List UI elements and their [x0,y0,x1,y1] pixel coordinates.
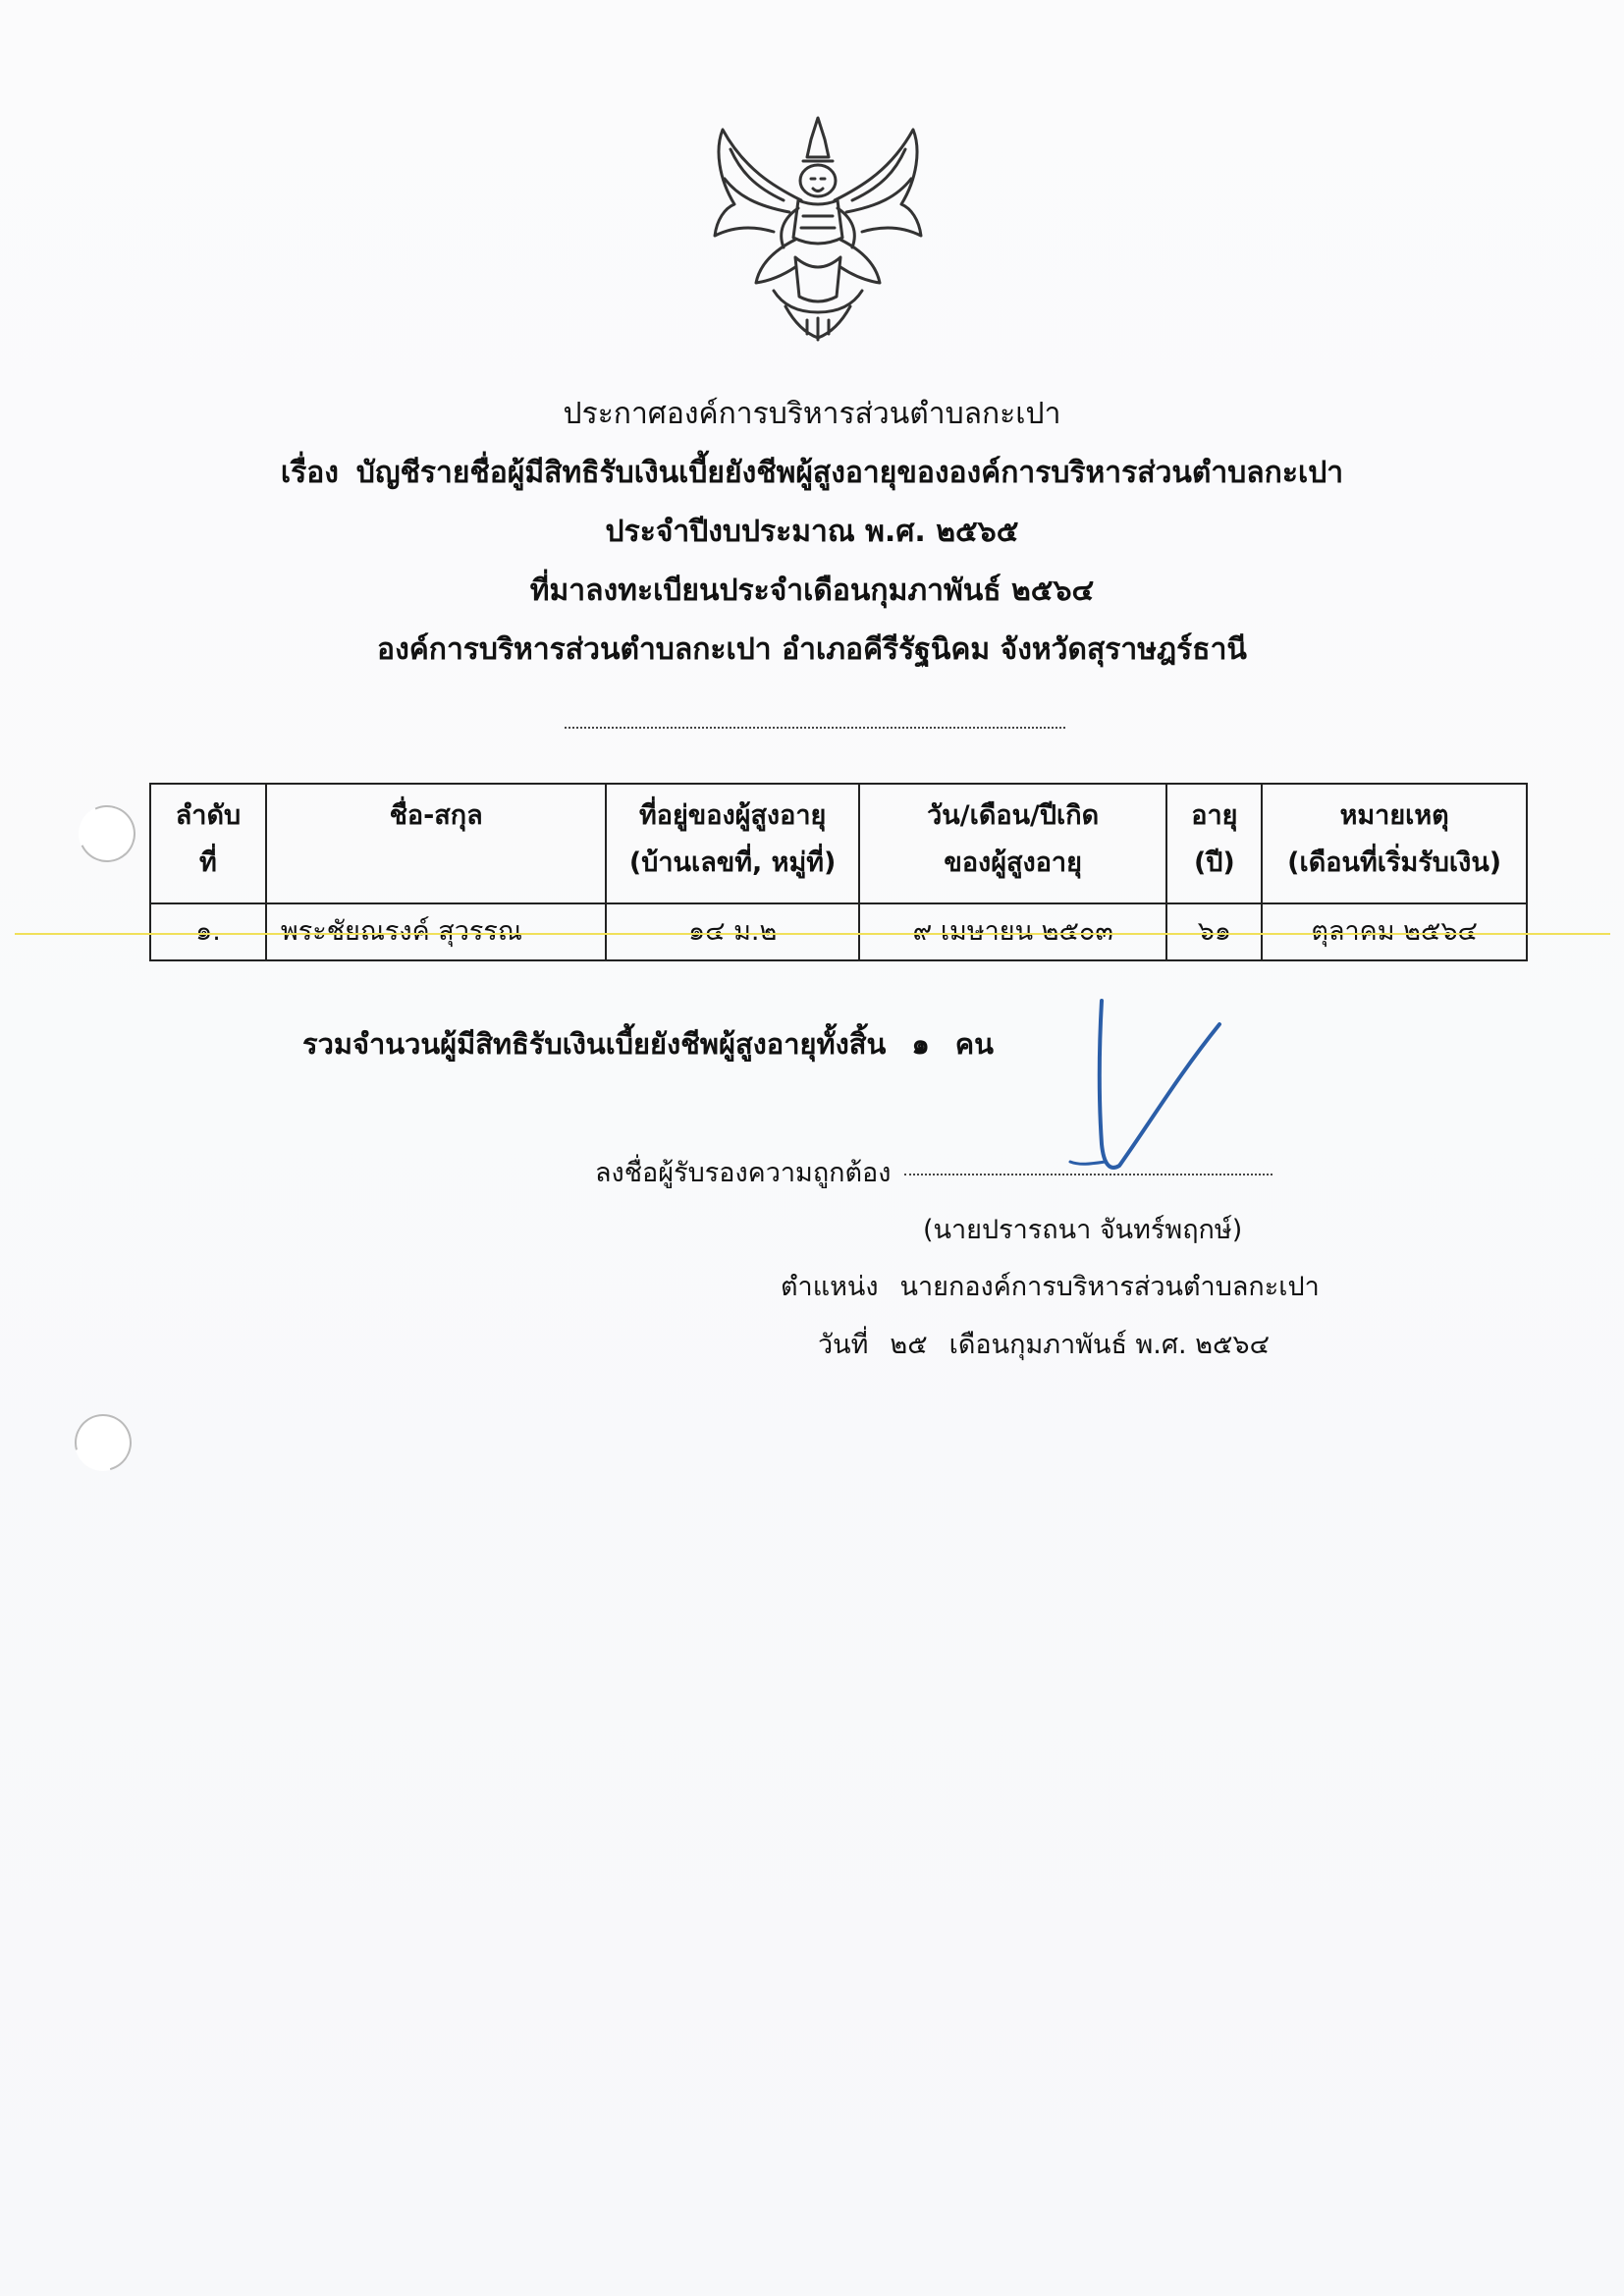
signature-dotted-line [904,1174,1272,1175]
cell-name: พระชัยณรงค์ สุวรรณ [266,903,606,960]
total-unit: คน [954,1027,994,1061]
announcement-heading [0,385,1624,680]
column-header-no: ลำดับ ที่ [150,784,266,903]
highlighter-line [15,933,1610,935]
total-count: ๑ [911,1027,930,1061]
position-label: ตำแหน่ง [781,1272,879,1302]
fiscal-year-line: ประจำปีงบประมาณ พ.ศ. ๒๕๖๕ [605,515,1019,549]
dotted-separator [565,727,1065,729]
certify-label: ลงชื่อผู้รับรองความถูกต้อง [595,1158,892,1188]
subject-text: บัญชีรายชื่อผู้มีสิทธิรับเงินเบี้ยยังชีพผู้สูงอายุขององค์การบริหารส่วนตำบลกะเปา [355,456,1344,490]
certify-line [595,1151,1272,1193]
garuda-emblem-icon [705,110,931,346]
registration-month-line: ที่มาลงทะเบียนประจำเดือนกุมภาพันธ์ ๒๕๖๔ [529,574,1095,608]
total-summary [302,1021,1019,1066]
organization-line: องค์การบริหารส่วนตำบลกะเปา อำเภอคีรีรัฐนิคม จังหวัดสุราษฎร์ธานี [377,632,1247,667]
sign-date-line [818,1323,1291,1365]
announcement-title: ประกาศองค์การบริหารส่วนตำบลกะเปา [563,397,1061,431]
position-value: นายกองค์การบริหารส่วนตำบลกะเปา [899,1272,1320,1302]
table-row [150,903,1527,960]
column-header-age: อายุ (ปี) [1166,784,1262,903]
column-header-address: ที่อยู่ของผู้สูงอายุ (บ้านเลขที่, หมู่ที่) [606,784,859,903]
announcement-subject [0,444,1624,503]
table-header-row [150,784,1527,903]
cell-address: ๑๔ ม.๒ [606,903,859,960]
signer-name: (นายปรารถนา จันทร์พฤกษ์) [923,1215,1243,1245]
cell-no: ๑. [150,903,266,960]
signer-position-line [781,1265,1320,1307]
column-header-name: ชื่อ-สกุล [266,784,606,903]
subject-label: เรื่อง [280,456,339,490]
date-label: วันที่ [818,1330,869,1360]
column-header-birth-date: วัน/เดือน/ปีเกิด ของผู้สูงอายุ [859,784,1167,903]
cell-birth-date: ๙ เมษายน ๒๕๐๓ [859,903,1167,960]
cell-remark: ตุลาคม ๒๕๖๔ [1262,903,1527,960]
column-header-remark: หมายเหตุ (เดือนที่เริ่มรับเงิน) [1262,784,1527,903]
total-label: รวมจำนวนผู้มีสิทธิรับเงินเบี้ยยังชีพผู้สูงอายุทั้งสิ้น [302,1027,887,1061]
date-rest: เดือนกุมภาพันธ์ พ.ศ. ๒๕๖๔ [948,1330,1271,1360]
date-day: ๒๕ [890,1330,928,1360]
cell-age: ๖๑ [1166,903,1262,960]
